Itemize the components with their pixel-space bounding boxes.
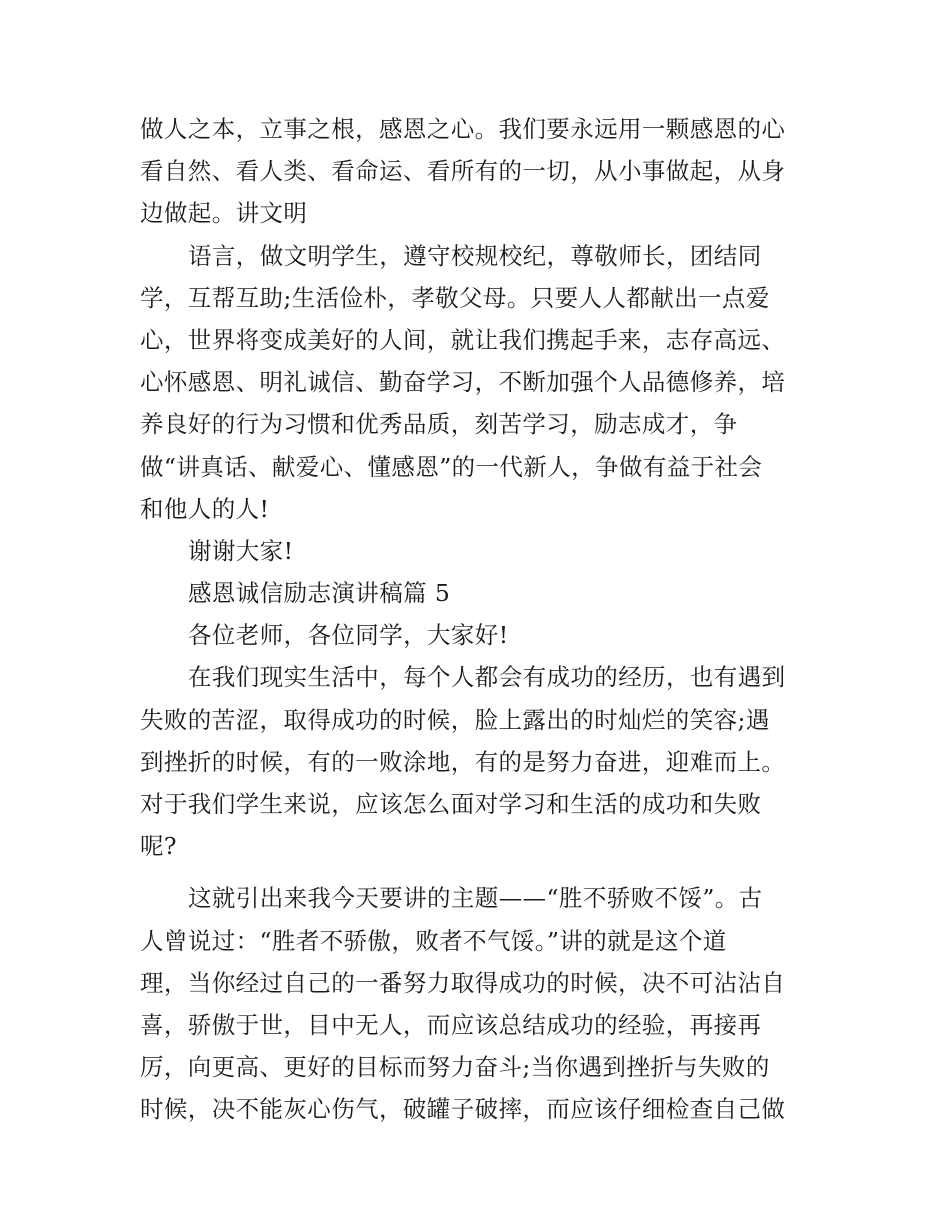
paragraph-first-line: 各位老师，各位同学，大家好! [188,621,509,650]
text-line: 厉，向更高、更好的目标而努力奋斗;当你遇到挫折与失败的 [140,1053,770,1082]
paragraph-first-line: 感恩诚信励志演讲稿篇 5 [188,579,451,608]
text-line: 失败的苦涩，取得成功的时候，脸上露出的时灿烂的笑容;遇 [140,705,770,734]
text-line: 养良好的行为习惯和优秀品质，刻苦学习，励志成才，争 [140,410,738,439]
text-line: 人曾说过：“胜者不骄傲，败者不气馁。”讲的就是这个道 [140,926,727,955]
paragraph-first-line: 这就引出来我今天要讲的主题——“胜不骄败不馁”。古 [188,884,763,913]
text-line: 心，世界将变成美好的人间，就让我们携起手来，志存高远、 [140,325,786,354]
paragraph-first-line: 在我们现实生活中，每个人都会有成功的经历，也有遇到 [188,663,786,692]
paragraph-first-line: 语言，做文明学生，遵守校规校纪，尊敬师长，团结同 [188,241,762,270]
text-line: 学，互帮互助;生活俭朴，孝敬父母。只要人人都献出一点爱 [140,283,770,312]
text-line: 理，当你经过自己的一番努力取得成功的时候，决不可沾沾自 [140,968,786,997]
paragraph-first-line: 谢谢大家! [188,536,294,565]
text-line: 喜，骄傲于世，目中无人，而应该总结成功的经验，再接再 [140,1010,762,1039]
text-line: 到挫折的时候，有的一败涂地，有的是努力奋进，迎难而上。 [140,747,786,776]
document-body [140,108,812,1131]
text-line: 和他人的人! [140,494,270,523]
text-line: 看自然、看人类、看命运、看所有的一切，从小事做起，从身 [140,157,786,186]
text-line: 时候，决不能灰心伤气，破罐子破摔，而应该仔细检查自己做 [140,1095,786,1124]
text-line: 做“讲真话、献爱心、懂感恩”的一代新人，争做有益于社会 [140,452,763,481]
text-line: 边做起。讲文明 [140,199,308,228]
text-line: 呢? [140,832,177,861]
text-line: 心怀感恩、明礼诚信、勤奋学习，不断加强个人品德修养，培 [140,368,786,397]
text-line: 对于我们学生来说，应该怎么面对学习和生活的成功和失败 [140,790,762,818]
text-line: 做人之本，立事之根，感恩之心。我们要永远用一颗感恩的心 [140,115,786,143]
paragraph-gap [140,867,812,877]
